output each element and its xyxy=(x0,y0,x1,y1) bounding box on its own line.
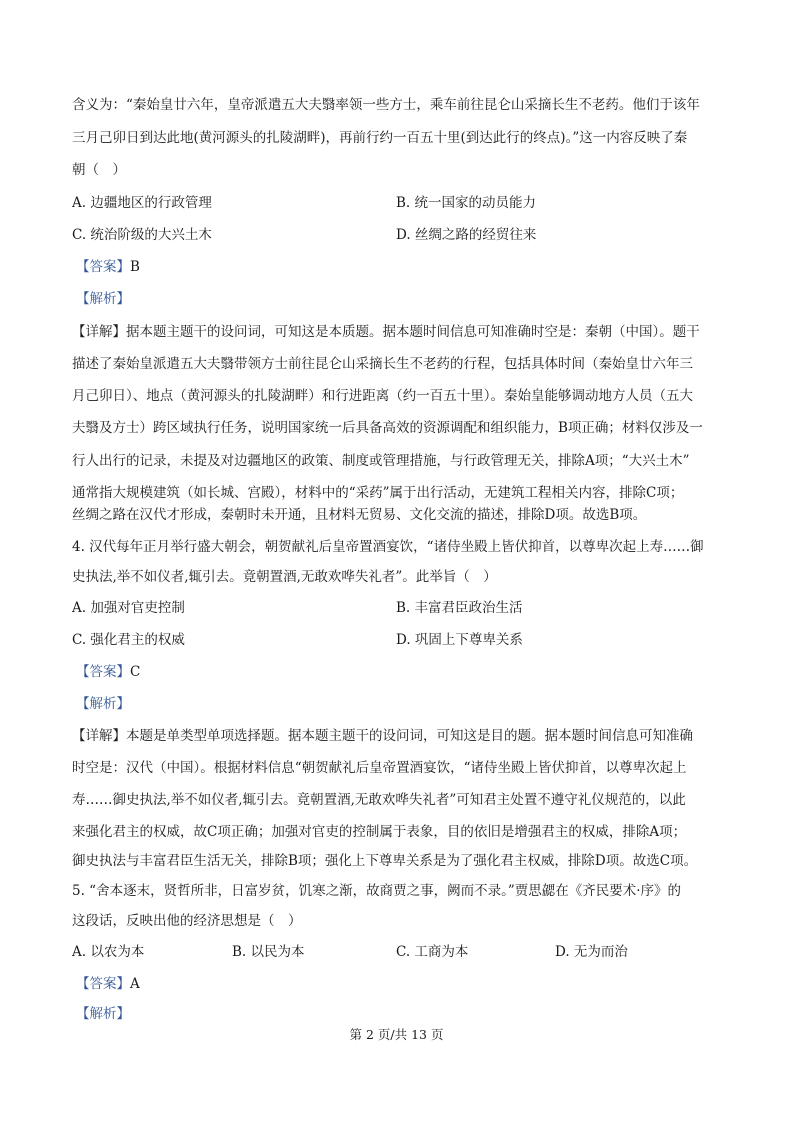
answer-value: A xyxy=(130,976,140,992)
question-4-analysis-tag: 【解析】 xyxy=(76,696,130,712)
question-3-detail-line: 夫翳及方士）跨区域执行任务，说明国家统一后具备高效的资源调配和组织能力，B项正确；材料仅涉及一 xyxy=(72,420,703,436)
question-4-stem-line: 史执法,举不如仪者,辄引去。竟朝置酒,无敢欢哗失礼者”。此举旨（ ） xyxy=(72,569,497,585)
answer-value: B xyxy=(130,259,140,275)
question-4-detail-line: 来强化君主的权威，故C项正确；加强对官吏的控制属于表象，目的依旧是增强君主的权威，排除A项； xyxy=(72,824,687,840)
question-3-option-b: B. 统一国家的动员能力 xyxy=(396,195,537,211)
question-3-detail-line: 行人出行的记录，未提及对边疆地区的政策、制度或管理措施，与行政管理无关，排除A项；“大兴土木” xyxy=(72,453,690,469)
question-5-option-d: D. 无为而治 xyxy=(555,944,628,960)
question-4-detail-line: 时空是：汉代（中国）。根据材料信息“朝贺献礼后皇帝置酒宴饮，“诸侍坐殿上皆伏抑首，以尊卑次起上 xyxy=(72,760,687,776)
question-3-detail-line: 通常指大规模建筑（如长城、宫殿），材料中的“采药”属于出行活动，无建筑工程相关内容，排除C项； xyxy=(72,485,684,501)
question-4-detail-line: 御史执法与丰富君臣生活无关，排除B项；强化上下尊卑关系是为了强化君主权威，排除D项。故选C项。 xyxy=(72,853,698,869)
question-3-option-a: A. 边疆地区的行政管理 xyxy=(72,195,212,211)
question-5-stem-line: 这段话，反映出他的经济思想是（ ） xyxy=(72,913,302,929)
answer-tag: 【答案】 xyxy=(76,259,130,275)
question-3-detail-line: 月己卯日）、地点（黄河源头的扎陵湖畔）和行进距离（约一百五十里）。秦始皇能够调动地方人员（五大 xyxy=(72,388,693,404)
question-4-detail-line: 【详解】本题是单类型单项选择题。据本题主题干的设问词，可知这是目的题。据本题时间信息可知准确 xyxy=(72,728,693,744)
answer-tag: 【答案】 xyxy=(76,664,130,680)
question-3-option-c: C. 统治阶级的大兴土木 xyxy=(72,227,212,243)
question-3-stem-line: 朝（ ） xyxy=(72,162,126,178)
question-4-answer xyxy=(76,663,140,681)
question-4-stem-line: 4. 汉代每年正月举行盛大朝会，朝贺献礼后皇帝置酒宴饮，“诸侍坐殿上皆伏抑首，以尊卑次起上寿……御 xyxy=(72,539,704,555)
question-3-option-d: D. 丝绸之路的经贸往来 xyxy=(396,227,537,243)
question-4-option-b: B. 丰富君臣政治生活 xyxy=(396,600,523,616)
question-3-stem-line: 含义为：“秦始皇廿六年，皇帝派遣五大夫翳率领一些方士，乘车前往昆仑山采摘长生不老药。他们于该年 xyxy=(72,97,700,113)
answer-tag: 【答案】 xyxy=(76,976,130,992)
question-5-stem-line: 5. “舍本逐末，贤哲所非，日富岁贫，饥寒之渐，故商贾之事，阙而不录。”贾思勰在《齐民要术·序》的 xyxy=(72,883,682,899)
answer-value: C xyxy=(130,664,141,680)
question-4-option-d: D. 巩固上下尊卑关系 xyxy=(396,632,523,648)
question-5-option-c: C. 工商为本 xyxy=(396,944,469,960)
question-5-analysis-tag: 【解析】 xyxy=(76,1006,130,1022)
question-3-analysis-tag: 【解析】 xyxy=(76,291,130,307)
question-5-option-a: A. 以农为本 xyxy=(72,944,145,960)
question-3-detail-line: 【详解】据本题主题干的设问词，可知这是本质题。据本题时间信息可知准确时空是：秦朝（中国）。题干 xyxy=(72,324,700,340)
question-3-detail-line: 描述了秦始皇派遣五大夫翳带领方士前往昆仑山采摘长生不老药的行程，包括具体时间（秦始皇廿六年三 xyxy=(72,356,693,372)
question-3-stem-line: 三月己卯日到达此地(黄河源头的扎陵湖畔)，再前行约一百五十里(到达此行的终点)。”这一内容反映了秦 xyxy=(72,130,688,146)
question-4-option-a: A. 加强对官吏控制 xyxy=(72,600,185,616)
question-5-option-b: B. 以民为本 xyxy=(232,944,305,960)
question-4-detail-line: 寿……御史执法,举不如仪者,辄引去。竟朝置酒,无敢欢哗失礼者”可知君主处置不遵守礼仪规范的，以此 xyxy=(72,792,686,808)
question-4-option-c: C. 强化君主的权威 xyxy=(72,632,185,648)
question-3-detail-line: 丝绸之路在汉代才形成，秦朝时未开通，且材料无贸易、文化交流的描述，排除D项。故选B项。 xyxy=(72,507,647,523)
question-3-answer xyxy=(76,258,140,276)
question-5-answer xyxy=(76,975,140,993)
page-footer: 第 2 页/共 13 页 xyxy=(349,1027,444,1042)
